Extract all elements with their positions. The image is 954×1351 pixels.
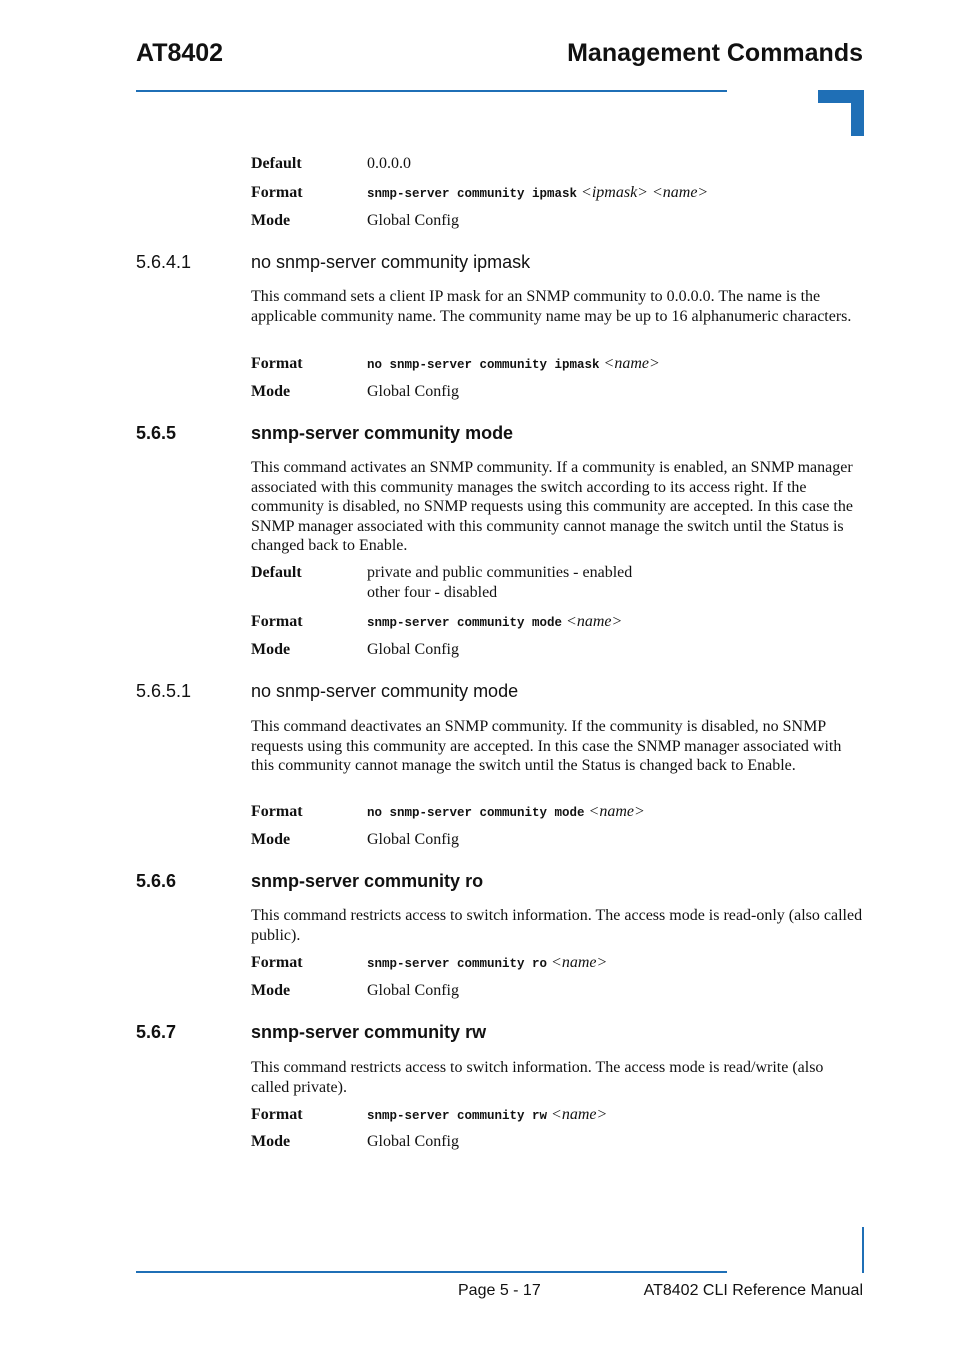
format-command: snmp-server community ro — [367, 957, 548, 971]
format-label: Format — [251, 803, 303, 820]
section-number: 5.6.7 — [136, 1022, 177, 1042]
mode-value: Global Config — [367, 383, 459, 400]
section-number: 5.6.5 — [136, 423, 177, 443]
footer-corner-mark — [862, 1227, 864, 1273]
section-description: This command deactivates an SNMP community. If the community is disabled, no SNMP requests using this community are accepted. In this case the SNMP manager associated with this community cannot manage the switch until the Status is changed back to Enable. — [251, 718, 842, 774]
format-arguments: <name> — [551, 954, 608, 971]
mode-value: Global Config — [367, 641, 459, 658]
section-title: snmp-server community mode — [251, 423, 514, 443]
section-number: 5.6.4.1 — [136, 252, 192, 272]
format-label: Format — [251, 954, 303, 971]
header-chapter: Management Commands — [567, 39, 863, 67]
mode-value: Global Config — [367, 212, 459, 229]
section-title: snmp-server community rw — [251, 1022, 487, 1042]
default-value — [367, 563, 632, 603]
format-command: no snmp-server community mode — [367, 806, 585, 820]
default-label: Default — [251, 155, 302, 172]
section-description: This command restricts access to switch information. The access mode is read/write (also called private). — [251, 1059, 824, 1096]
format-label: Format — [251, 184, 303, 201]
default-value-line-1: private and public communities - enabled — [367, 564, 633, 581]
format-arguments: <name> — [566, 613, 623, 630]
mode-label: Mode — [251, 831, 291, 848]
mode-label: Mode — [251, 982, 291, 999]
section-title: snmp-server community ro — [251, 871, 484, 891]
default-value-line-2: other four - disabled — [367, 584, 498, 601]
format-label: Format — [251, 1106, 303, 1123]
mode-label: Mode — [251, 212, 291, 229]
section-title: no snmp-server community mode — [251, 681, 519, 701]
mode-value: Global Config — [367, 982, 459, 999]
mode-value: Global Config — [367, 831, 459, 848]
format-value — [367, 1105, 607, 1126]
section-description: This command restricts access to switch information. The access mode is read-only (also called public). — [251, 907, 863, 944]
format-command: snmp-server community rw — [367, 1109, 548, 1123]
format-value — [367, 612, 622, 633]
format-arguments: <name> — [603, 355, 660, 372]
format-label: Format — [251, 355, 303, 372]
section-description: This command sets a client IP mask for an SNMP community to 0.0.0.0. The name is the applicable community name. The community name may be up to 16 alphanumeric characters. — [251, 288, 852, 325]
header-corner-mark — [818, 90, 864, 136]
manual-title: AT8402 CLI Reference Manual — [643, 1282, 863, 1299]
page-number: Page 5 - 17 — [458, 1282, 541, 1299]
mode-label: Mode — [251, 641, 291, 658]
default-value: 0.0.0.0 — [367, 155, 411, 172]
footer-rule — [136, 1271, 727, 1273]
format-command: snmp-server community mode — [367, 616, 563, 630]
section-number: 5.6.6 — [136, 871, 177, 891]
format-arguments: <ipmask> <name> — [581, 184, 709, 201]
header-rule — [136, 90, 727, 92]
mode-label: Mode — [251, 383, 291, 400]
format-value — [367, 953, 607, 974]
format-command: no snmp-server community ipmask — [367, 358, 600, 372]
header-product: AT8402 — [136, 39, 224, 67]
section-description: This command activates an SNMP community. If a community is enabled, an SNMP manager associated with this community manages the switch according to its access right. If the community is disabled, no SNMP requests using this community are accepted. In this case the SNMP manager associated with this community cannot manage the switch until the Status is changed back to Enable. — [251, 459, 853, 554]
format-arguments: <name> — [551, 1106, 608, 1123]
format-arguments: <name> — [588, 803, 645, 820]
format-value — [367, 354, 660, 375]
default-label: Default — [251, 564, 302, 581]
format-label: Format — [251, 613, 303, 630]
format-command: snmp-server community ipmask — [367, 187, 578, 201]
mode-value: Global Config — [367, 1133, 459, 1150]
mode-label: Mode — [251, 1133, 291, 1150]
format-value — [367, 183, 708, 204]
section-title: no snmp-server community ipmask — [251, 252, 531, 272]
format-value — [367, 802, 645, 823]
section-number: 5.6.5.1 — [136, 681, 192, 701]
